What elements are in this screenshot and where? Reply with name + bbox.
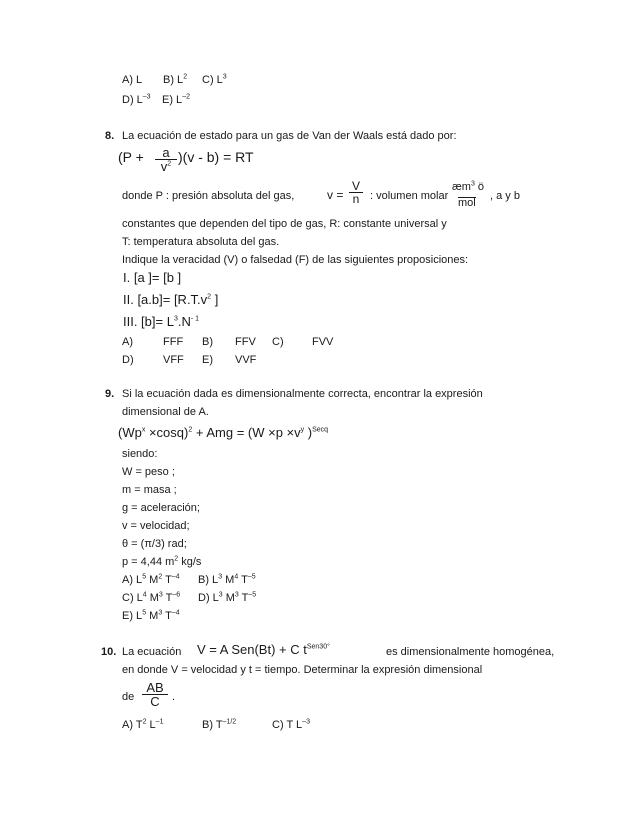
q10-de: de bbox=[122, 691, 135, 703]
q9-number: 9. bbox=[105, 388, 115, 400]
q10-intro-b: es dimensionalmente homogénea, bbox=[386, 646, 555, 658]
q8-v-equals: v = bbox=[327, 188, 344, 202]
q8-line1-c: , a y b bbox=[490, 190, 520, 202]
q10-equation: V = A Sen(Bt) + C $t^{Sen30^\circ}$ bbox=[197, 642, 330, 657]
q8-option-b-value: FFV bbox=[235, 336, 256, 348]
q7-option-a: A) L bbox=[122, 74, 143, 86]
q8-line3: T: temperatura absoluta del gas. bbox=[122, 236, 280, 248]
q8-volumen-molar: : volumen molar bbox=[370, 190, 449, 202]
q7-option-c: C) $L^3$ bbox=[202, 73, 227, 86]
q9-siendo: siendo: bbox=[122, 448, 158, 460]
q8-prop-1: I. [a ]= [b ] bbox=[123, 270, 182, 285]
q8-unit-top: $æm^3$ ö bbox=[452, 180, 485, 193]
q7-option-d: D) $L^{-3}$ bbox=[122, 93, 151, 106]
q9-option-d: D) $L^3$ $M^3$ $T^{-5}$ bbox=[198, 591, 257, 604]
q8-line4: Indique la veracidad (V) o falsedad (F) de las siguientes proposiciones: bbox=[122, 254, 469, 266]
q8-option-a-label: A) bbox=[122, 336, 133, 348]
q8-prop-2: II. $[a.b]= [R.T.v^2$ ] bbox=[123, 292, 219, 307]
q9-equation: $(Wp^x \times\cos q)^2$ + Amg = ($W \times p \times v^y$ )$^{Secq}$ bbox=[118, 425, 329, 440]
q8-option-d-value: VFF bbox=[163, 354, 184, 366]
q8-prop-3: III. $[b]= L^3.N^{- 1}$ bbox=[123, 314, 200, 329]
q9-option-a: A) $L^5$ $M^2$ $T^{-4}$ bbox=[122, 573, 180, 586]
q8-unit-bottom: mol bbox=[458, 197, 476, 209]
q8-number: 8. bbox=[105, 130, 115, 142]
q9-intro-2: dimensional de A. bbox=[122, 406, 209, 418]
q10-option-b: B) $T^{-1/2}$ bbox=[202, 718, 237, 731]
q8-option-b-label: B) bbox=[202, 336, 213, 348]
q8-intro: La ecuación de estado para un gas de Van der Waals está dado por: bbox=[122, 130, 457, 142]
q8-option-c-value: FVV bbox=[312, 336, 334, 348]
q10-option-c: C) T $L^{-3}$ bbox=[272, 718, 310, 731]
q8-option-e-value: VVF bbox=[235, 354, 257, 366]
q9-def-p: p = 4,44 $m^2$ kg/s bbox=[122, 555, 202, 568]
q9-option-b: B) $L^3$ $M^4$ $T^{-5}$ bbox=[198, 573, 256, 586]
q8-line1-a: donde P : presión absoluta del gas, bbox=[122, 190, 295, 202]
q9-intro-1: Si la ecuación dada es dimensionalmente correcta, encontrar la expresión bbox=[122, 388, 483, 400]
q8-fraction: $\frac{a}{v^2}$ bbox=[155, 146, 177, 173]
q9-def-theta: θ = (π/3) rad; bbox=[122, 538, 187, 550]
q7-option-b: B) $L^2$ bbox=[163, 73, 188, 86]
q9-def-acceleration: g = aceleración; bbox=[122, 502, 200, 514]
q8-volume-fraction: $\frac{V}{n}$ bbox=[349, 180, 363, 205]
q8-option-c-label: C) bbox=[272, 336, 284, 348]
q10-line2: en donde V = velocidad y t = tiempo. Determinar la expresión dimensional bbox=[122, 664, 483, 676]
q9-def-weight: W = peso ; bbox=[122, 466, 175, 478]
q9-option-c: C) $L^4$ $M^3$ $T^{-6}$ bbox=[122, 591, 181, 604]
q8-option-e-label: E) bbox=[202, 354, 213, 366]
q10-fraction: $\frac{AB}{C}$ bbox=[142, 681, 168, 708]
q9-def-mass: m = masa ; bbox=[122, 484, 177, 496]
q8-option-d-label: D) bbox=[122, 354, 134, 366]
q7-option-e: E) $L^{-2}$ bbox=[162, 93, 190, 106]
q9-def-velocity: v = velocidad; bbox=[122, 520, 190, 532]
q8-line2: constantes que dependen del tipo de gas, R: constante universal y bbox=[122, 218, 447, 230]
q8-option-a-value: FFF bbox=[163, 336, 184, 348]
q10-fraction-dot: . bbox=[172, 691, 176, 703]
q10-number: 10. bbox=[101, 646, 117, 658]
q10-intro-a: La ecuación bbox=[122, 646, 182, 658]
q10-option-a: A) $T^2$ $L^{-1}$ bbox=[122, 718, 164, 731]
q9-option-e: E) $L^5$ $M^3$ $T^{-4}$ bbox=[122, 609, 180, 622]
